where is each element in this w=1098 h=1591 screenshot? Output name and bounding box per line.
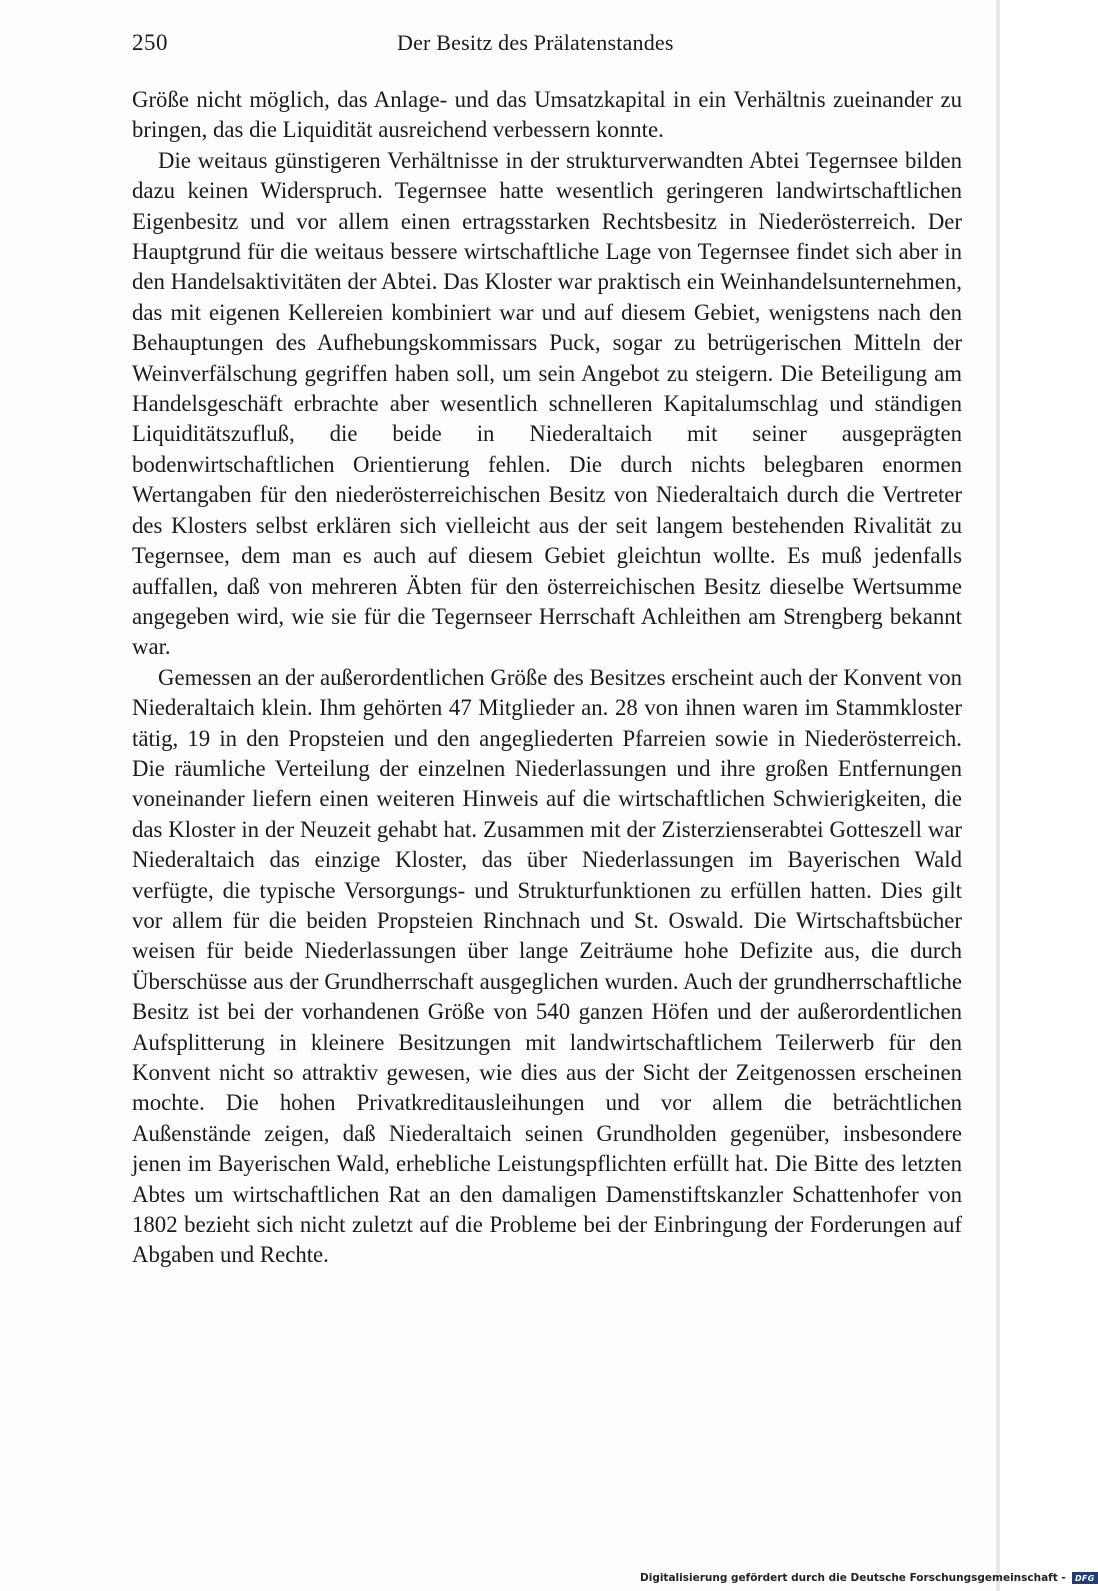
digitization-footer: [640, 1570, 1098, 1586]
paragraph: Größe nicht möglich, das Anlage- und das Umsatzkapital in ein Verhältnis zueinander zu bringen, das die Liquidität ausreichend verbessern konnte.: [132, 87, 962, 143]
body-text: [132, 85, 962, 1271]
page-number: 250: [132, 30, 168, 55]
page-header: [132, 30, 962, 64]
dfg-logo: DFG: [1072, 1572, 1098, 1584]
paragraph: Gemessen an der außerordentlichen Größe des Besitzes erscheint auch der Konvent von Niederaltaich klein. Ihm gehörten 47 Mitglieder an. 28 von ihnen waren im Stammkloster tätig, 19 in den Propsteien und den angegliederten Pfarreien sowie in Niederösterreich. Die räumliche Verteilung der einzelnen Niederlassungen und ihre großen Entfernungen voneinander liefern einen weiteren Hinweis auf die wirtschaftlichen Schwierigkeiten, die das Kloster in der Neuzeit gehabt hat. Zusammen mit der Zisterzienserabtei Gotteszell war Niederaltaich das einzige Kloster, das über Niederlassungen im Bayerischen Wald verfügte, die typische Versorgungs- und Strukturfunktionen zu erfüllen hatten. Dies gilt vor allem für die beiden Propsteien Rinchnach und St. Oswald. Die Wirtschaftsbücher weisen für beide Niederlassungen über lange Zeiträume hohe Defizite aus, die durch Überschüsse aus der Grundherrschaft ausgeglichen wurden. Auch der grundherrschaftliche Besitz ist bei der vorhandenen Größe von 540 ganzen Höfen und der außerordentlichen Aufsplitterung in kleinere Besitzungen mit landwirtschaftlichem Teilerwerb für den Konvent nicht so attraktiv gewesen, wie dies aus der Sicht der Zeitgenossen erscheinen mochte. Die hohen Privatkreditausleihungen und vor allem die beträchtlichen Außenstände zeigen, daß Niederaltaich seinen Grundholden gegenüber, insbesondere jenen im Bayerischen Wald, erhebliche Leistungspflichten erfüllt hat. Die Bitte des letzten Abtes um wirtschaftlichen Rat an den damaligen Damenstiftskanzler Schattenhofer von 1802 bezieht sich nicht zuletzt auf die Probleme bei der Einbringung der Forderungen auf Abgaben und Rechte.: [132, 664, 962, 1268]
running-head: Der Besitz des Prälatenstandes: [397, 30, 674, 55]
page-edge: [996, 0, 1000, 1591]
funding-credit: Digitalisierung gefördert durch die Deutsche Forschungsgemeinschaft -: [640, 1572, 1066, 1584]
paragraph: Die weitaus günstigeren Verhältnisse in der strukturverwandten Abtei Tegernsee bilden dazu keinen Widerspruch. Tegernsee hatte wesentlich geringeren landwirtschaftlichen Eigenbesitz und vor allem einen ertragsstarken Rechtsbesitz in Niederösterreich. Der Hauptgrund für die weitaus bessere wirtschaftliche Lage von Tegernsee findet sich aber in den Handelsaktivitäten der Abtei. Das Kloster war praktisch ein Weinhandelsunternehmen, das mit eigenen Kellereien kombiniert war und auf diesem Gebiet, wenigstens nach den Behauptungen des Aufhebungskommissars Puck, sogar zu betrügerischen Mitteln der Weinverfälschung gegriffen haben soll, um sein Angebot zu steigern. Die Beteiligung am Handelsgeschäft erbrachte aber wesentlich schnelleren Kapitalumschlag und ständigen Liquiditätszufluß, die beide in Niederaltaich mit seiner ausgeprägten bodenwirtschaftlichen Orientierung fehlen. Die durch nichts belegbaren enormen Wertangaben für den niederösterreichischen Besitz von Niederaltaich durch die Vertreter des Klosters selbst erklären sich vielleicht aus der seit langem bestehenden Rivalität zu Tegernsee, dem man es auch auf diesem Gebiet gleichtun wollte. Es muß jedenfalls auffallen, daß von mehreren Äbten für den österreichischen Besitz dieselbe Wertsumme angegeben wird, wie sie für die Tegernseer Herrschaft Achleithen am Strengberg bekannt war.: [132, 147, 962, 660]
